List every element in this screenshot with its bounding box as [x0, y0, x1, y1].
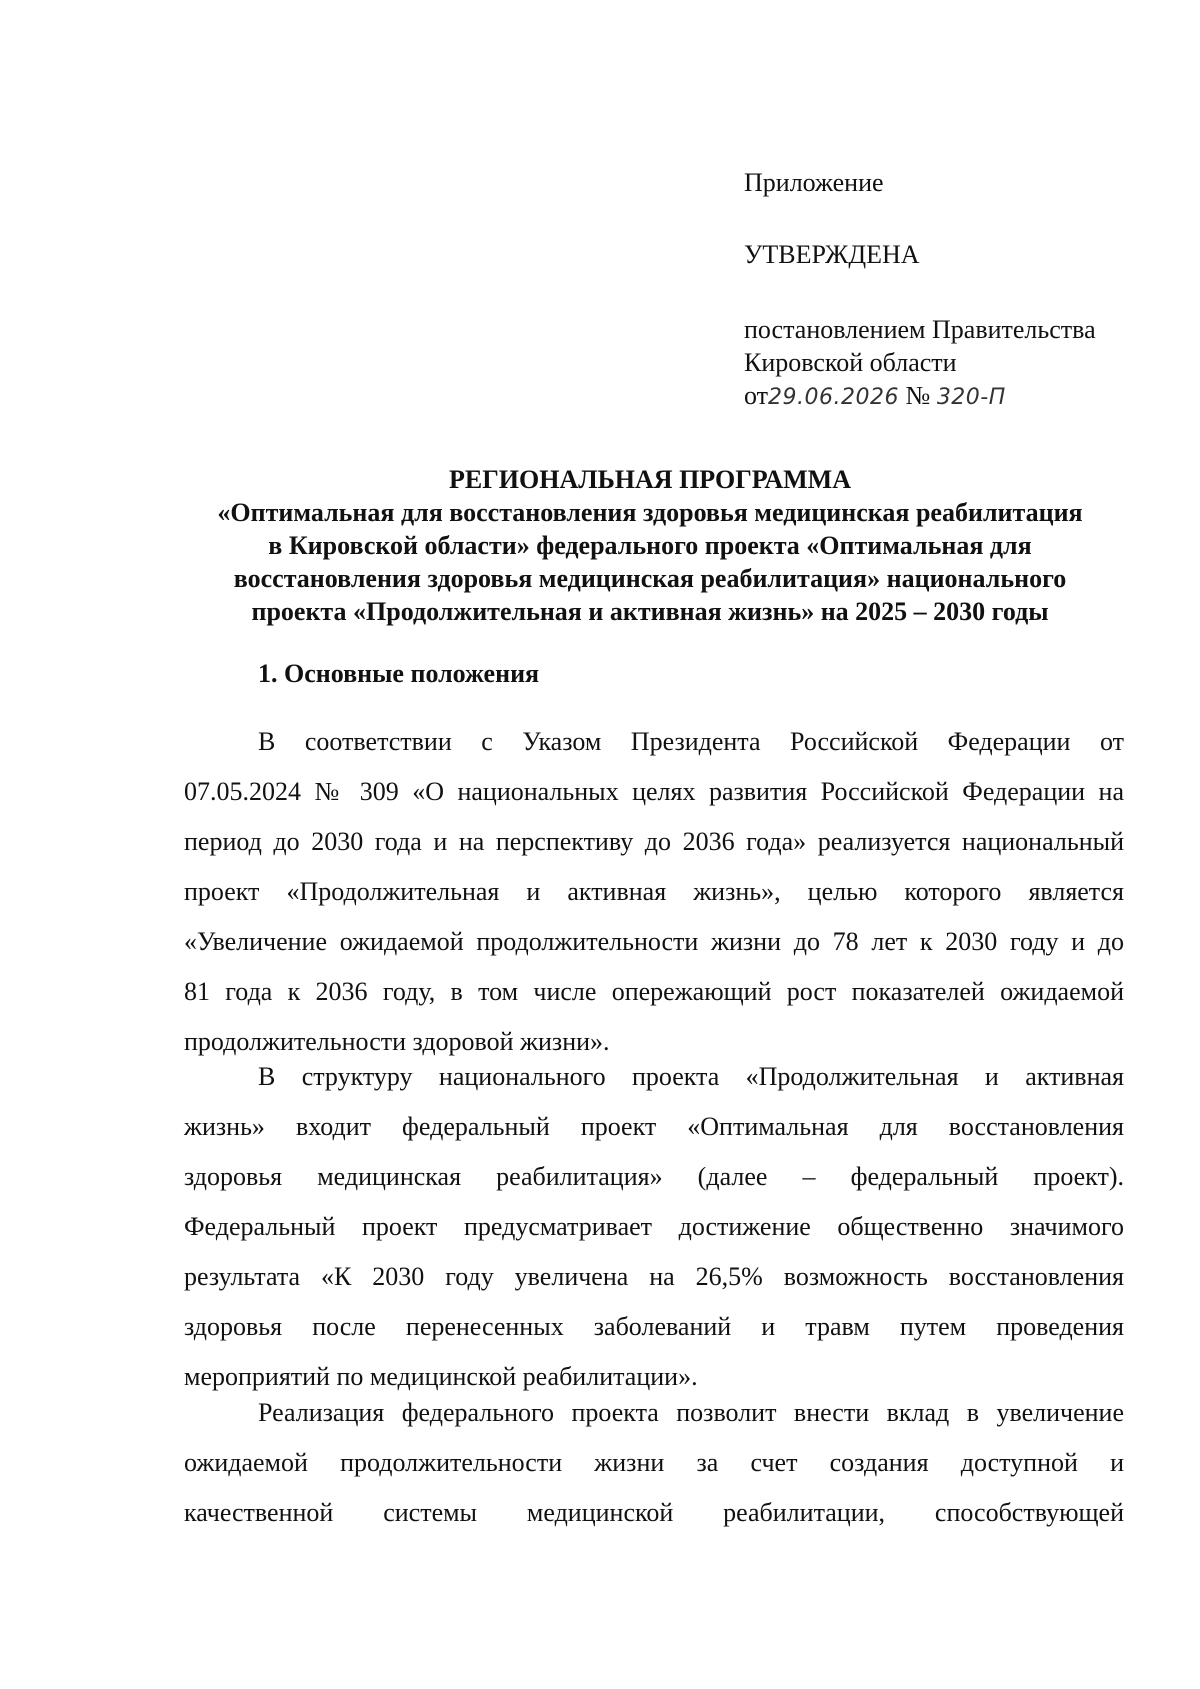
resolution-line-1: постановлением Правительства: [744, 315, 1096, 344]
paragraph-3: [184, 1388, 1124, 1538]
paragraph-line: 81 года к 2036 году, в том числе опережающий рост показателей ожидаемой: [184, 977, 1124, 1006]
title-line-5: проекта «Продолжительная и активная жизнь» на 2025 – 2030 годы: [251, 597, 1049, 626]
paragraph-line: качественной системы медицинской реабилитации, способствующей: [184, 1498, 1124, 1527]
paragraph-line: мероприятий по медицинской реабилитации».: [184, 1362, 698, 1391]
appendix-label: Приложение: [744, 168, 884, 197]
paragraph-line: период до 2030 года и на перспективу до 2036 года» реализуется национальный: [184, 827, 1124, 856]
title-line-3: в Кировской области» федерального проекта «Оптимальная для: [268, 531, 1032, 560]
paragraph-line: «Увеличение ожидаемой продолжительности жизни до 78 лет к 2030 году и до: [184, 927, 1124, 956]
approval-block: [744, 166, 1164, 414]
paragraph-line: Федеральный проект предусматривает достижение общественно значимого: [184, 1212, 1124, 1241]
title-line-4: восстановления здоровья медицинская реабилитация» национального: [233, 564, 1067, 593]
paragraph-line: Реализация федерального проекта позволит внести вклад в увеличение: [258, 1398, 1124, 1427]
title-line-1: РЕГИОНАЛЬНАЯ ПРОГРАММА: [449, 465, 851, 494]
approved-label: УТВЕРЖДЕНА: [744, 240, 920, 269]
handwritten-date: 29.06.2026: [768, 385, 899, 410]
paragraph-1: [184, 717, 1124, 1067]
handwritten-number: 320-П: [936, 385, 1006, 410]
paragraph-line: проект «Продолжительная и активная жизнь», целью которого является: [184, 877, 1124, 906]
paragraph-line: 07.05.2024 № 309 «О национальных целях развития Российской Федерации на: [184, 777, 1124, 806]
paragraph-line: здоровья после перенесенных заболеваний и травм путем проведения: [184, 1312, 1124, 1341]
document-title: [180, 463, 1120, 628]
paragraph-line: В соответствии с Указом Президента Российской Федерации от: [258, 727, 1124, 756]
paragraph-line: В структуру национального проекта «Продолжительная и активная: [258, 1062, 1124, 1091]
resolution-line-2: Кировской области: [744, 348, 957, 377]
number-prefix: №: [905, 381, 931, 410]
paragraph-line: жизнь» входит федеральный проект «Оптимальная для восстановления: [184, 1112, 1124, 1141]
resolution-date-line: [744, 379, 1164, 414]
paragraph-line: продолжительности здоровой жизни».: [184, 1027, 610, 1056]
paragraph-line: результата «К 2030 году увеличена на 26,5% возможность восстановления: [184, 1262, 1124, 1291]
section-heading: 1. Основные положения: [258, 659, 540, 688]
paragraph-line: здоровья медицинская реабилитация» (далее – федеральный проект).: [184, 1162, 1124, 1191]
title-line-2: «Оптимальная для восстановления здоровья медицинская реабилитация: [217, 498, 1083, 527]
paragraph-line: ожидаемой продолжительности жизни за счет создания доступной и: [184, 1448, 1124, 1477]
paragraph-2: [184, 1052, 1124, 1402]
date-prefix: от: [744, 381, 769, 410]
